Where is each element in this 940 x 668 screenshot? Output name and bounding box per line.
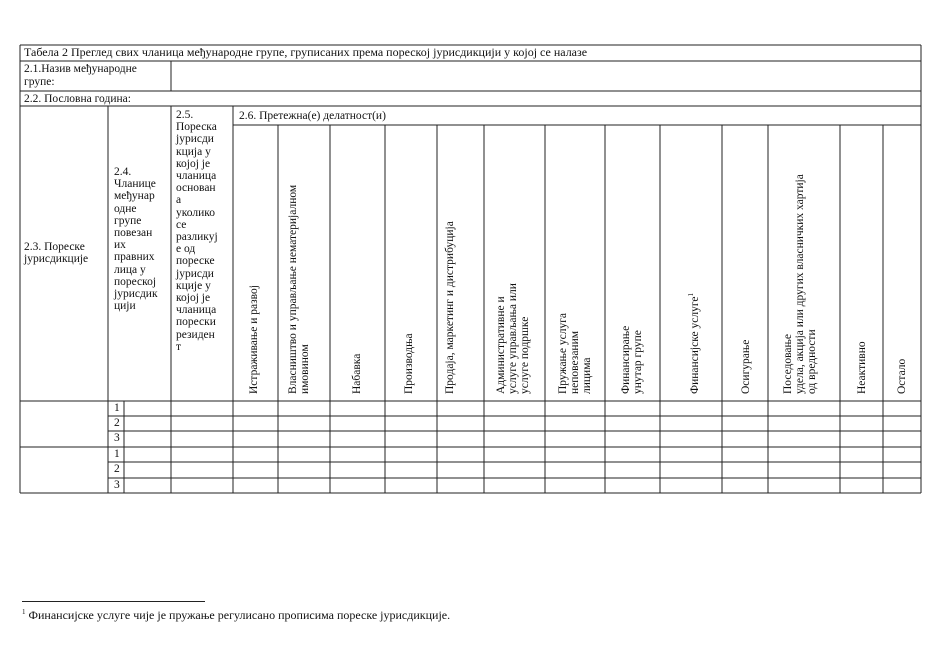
main-activities-header: 2.6. Претежна(е) делатност(и) [239,110,386,122]
activity-financial-services-label: Финансијске услуге [688,296,701,394]
table-caption: Табела 2 Преглед свих чланица међународне групе, груписаних према пореској јурисдикцији у којој се налазе [24,45,588,59]
footnote-text: Финансијске услуге чије је пружање регулисано прописима пореске јурисдикције. [28,608,451,622]
group-name-label-line2: групе: [24,76,55,88]
row-number: 3 [114,479,120,491]
tax-jurisdiction-residence-header: 2.5. Пореска јурисди кција у којој је чланица основан а уколико се разликуј е од пореске јурисди кције у којој је чланица порески резиден т [176,109,218,353]
activity-financial-services [685,293,701,394]
footnote [22,608,450,623]
row-number: 3 [114,432,120,444]
activity-services-unrelated-parties: Пружање услуга неповезаним лицима [557,312,594,394]
row-number: 2 [114,417,120,429]
tax-jurisdictions-header: 2.3. Пореске јурисдикције [24,241,89,266]
activity-procurement: Набавка [351,353,363,394]
activity-dormant: Неактивно [856,341,868,394]
activity-intragroup-financing: Финансирање унутар групе [620,325,645,394]
activity-intangible-assets: Власништво и управљање нематеријалном имовином [287,184,312,394]
activity-administrative-services: Административне и услуге управљања или услуге подршке [495,283,532,394]
group-name-label-line1: 2.1.Назив међународне [24,63,137,75]
fiscal-year-label: 2.2. Пословна година: [24,93,131,105]
activity-shareholding: Поседовање удела, акција или других власничких хартија од вредности [782,174,819,394]
footnote-separator [22,601,205,602]
row-number: 2 [114,463,120,475]
group-members-header: 2.4. Чланице међунар одне групе повезан их правних лица у пореској јурисдик цији [114,166,158,313]
activity-sales-marketing-distribution: Продаја, маркетинг и дистрибуција [444,221,456,394]
row-number: 1 [114,402,120,414]
footnote-mark: 1 [687,292,695,297]
activity-other: Остало [896,358,908,394]
footnote-number: 1 [22,608,26,616]
row-number: 1 [114,448,120,460]
activity-production: Производња [403,333,415,394]
activity-insurance: Осигурање [740,339,752,394]
activity-research-development: Истраживање и развој [248,285,260,394]
